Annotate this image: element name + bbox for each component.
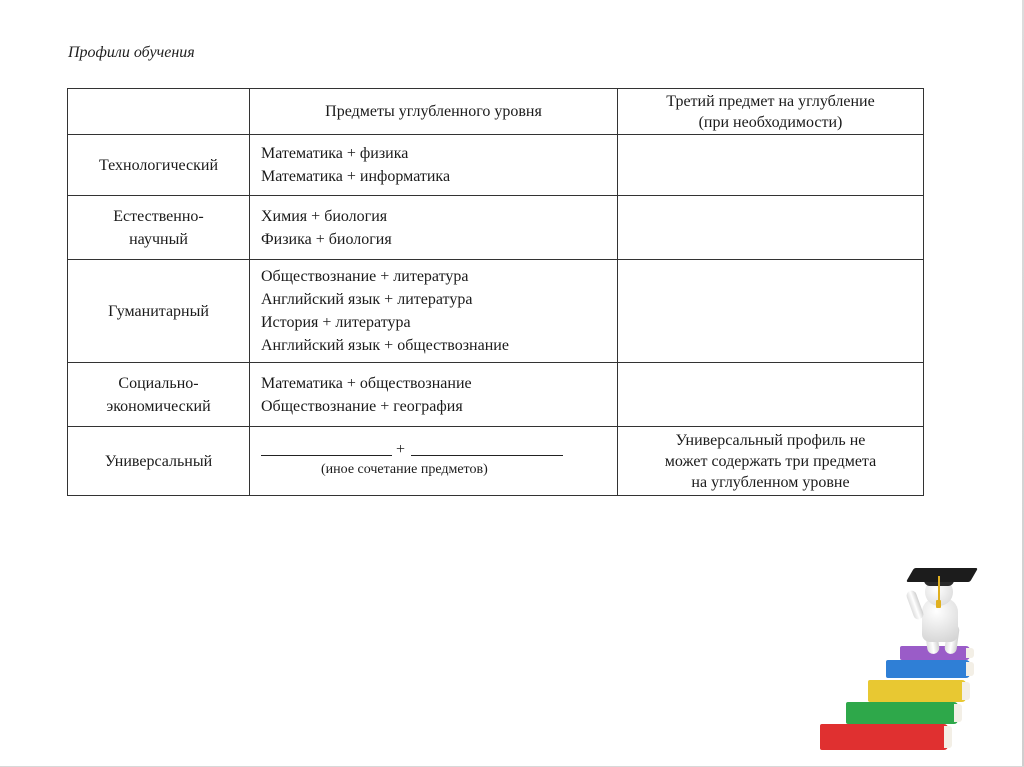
tassel-end bbox=[936, 600, 941, 608]
profile-cell bbox=[68, 427, 250, 496]
subject-pair: Английский язык + обществознание bbox=[261, 337, 509, 354]
subject-pair: Математика + информатика bbox=[261, 168, 451, 185]
profile-cell bbox=[68, 135, 250, 196]
profile-name: Гуманитарный bbox=[108, 302, 209, 320]
third-subject-cell bbox=[618, 196, 924, 260]
profiles-table bbox=[67, 88, 924, 496]
header-third-line-1: Третий предмет на углубление bbox=[666, 92, 875, 110]
header-subjects-label: Предметы углубленного уровня bbox=[325, 103, 542, 120]
table-row-universal bbox=[68, 427, 924, 496]
third-subject-cell bbox=[618, 135, 924, 196]
tassel bbox=[938, 576, 940, 602]
subjects-cell bbox=[250, 196, 618, 260]
profile-cell bbox=[68, 363, 250, 427]
table-row-technological bbox=[68, 135, 924, 196]
subject-pair: Химия + биология bbox=[261, 207, 388, 225]
third-subject-cell bbox=[618, 260, 924, 363]
student-arm bbox=[905, 589, 925, 621]
profile-name: Социально- bbox=[118, 374, 199, 392]
subject-pair: История + литература bbox=[261, 314, 411, 331]
profile-cell bbox=[68, 260, 250, 363]
subjects-cell bbox=[250, 260, 618, 363]
header-cell-third bbox=[618, 89, 924, 135]
universal-note-line: на углубленном уровне bbox=[691, 473, 850, 491]
subject-pair: Математика + физика bbox=[261, 145, 409, 162]
table-header-row bbox=[68, 89, 924, 135]
subject-pair: Обществознание + литература bbox=[261, 268, 469, 285]
universal-note-line: может содержать три предмета bbox=[664, 452, 877, 470]
blank-line bbox=[411, 439, 563, 456]
table-row-socio-economic bbox=[68, 363, 924, 427]
page-title: Профили обучения bbox=[68, 44, 195, 61]
book-yellow bbox=[868, 680, 966, 702]
universal-note-line: Универсальный профиль не bbox=[675, 431, 866, 449]
subject-pair: Математика + обществознание bbox=[261, 374, 472, 392]
header-cell-subjects bbox=[250, 89, 618, 135]
third-subject-cell bbox=[618, 427, 924, 496]
table-row-natural-science bbox=[68, 196, 924, 260]
book-red bbox=[820, 724, 948, 750]
graduate-on-books-illustration bbox=[812, 562, 992, 762]
subjects-cell bbox=[250, 363, 618, 427]
graduation-cap-icon bbox=[906, 568, 978, 582]
table-row-humanitarian bbox=[68, 260, 924, 363]
subjects-cell bbox=[250, 427, 618, 496]
profile-name: научный bbox=[129, 230, 188, 248]
combination-hint: (иное сочетание предметов) bbox=[321, 461, 488, 477]
book-blue bbox=[886, 660, 970, 678]
subject-pair: Английский язык + литература bbox=[261, 291, 473, 308]
profile-name: Технологический bbox=[98, 156, 219, 174]
subject-pair: Физика + биология bbox=[261, 230, 392, 248]
book-green bbox=[846, 702, 958, 724]
header-cell-empty bbox=[68, 89, 250, 135]
header-third-line-2: (при необходимости) bbox=[698, 113, 843, 131]
plus-sign: + bbox=[396, 440, 406, 458]
blank-subject-pair bbox=[261, 437, 617, 460]
profile-cell bbox=[68, 196, 250, 260]
profile-name: Универсальный bbox=[104, 452, 213, 470]
profile-name: экономический bbox=[106, 397, 211, 415]
blank-line bbox=[261, 439, 392, 456]
subjects-cell bbox=[250, 135, 618, 196]
subject-pair: Обществознание + география bbox=[261, 397, 463, 415]
profile-name: Естественно- bbox=[113, 207, 204, 225]
third-subject-cell bbox=[618, 363, 924, 427]
